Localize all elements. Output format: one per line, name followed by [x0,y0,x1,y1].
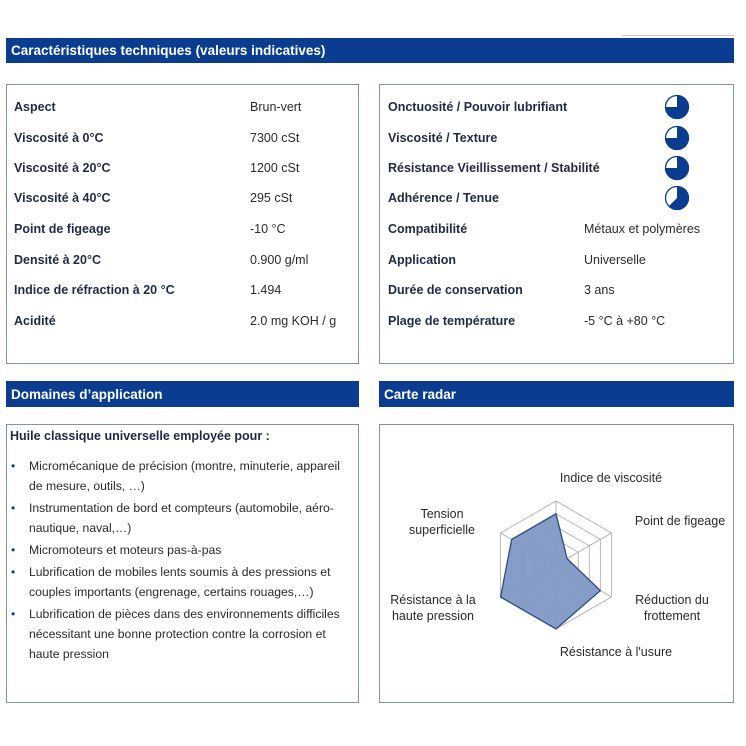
property-value: -5 °C à +80 °C [584,314,666,328]
property-value: 3 ans [584,283,615,297]
property-value: 295 cSt [250,191,293,205]
property-label: Indice de réfraction à 20 °C [14,283,175,297]
property-label: Compatibilité [388,222,468,236]
property-label: Viscosité à 0°C [14,131,104,145]
section-header-tech [6,38,734,63]
property-label: Application [388,253,457,267]
radar-axis-label: Résistance à la haute pression [390,593,476,623]
list-item [10,498,350,538]
radar-axis-label: Tension superficielle [408,507,475,537]
list-item-text: Instrumentation de bord et compteurs (automobile, aéro-nautique, naval,…) [29,501,334,535]
rating-pie-icon [664,94,690,120]
list-item [10,562,350,602]
property-value: 1.494 [250,283,282,297]
property-label: Viscosité à 40°C [14,191,111,205]
bullet-icon: • [11,565,16,579]
bullet-icon: • [11,459,16,473]
bullet-icon: • [11,607,16,621]
property-value: -10 °C [250,222,286,236]
rating-label: Résistance Vieillissement / Stabilité [388,161,600,175]
property-label: Acidité [14,314,56,328]
list-item-text: Lubrification de pièces dans des environnements difficiles nécessitant une bonne protection contre la corrosion et haute pression [29,607,340,661]
list-item [10,604,350,664]
property-value: 1200 cSt [250,161,300,175]
top-rule [622,35,734,36]
rating-label: Viscosité / Texture [388,131,498,145]
list-item-text: Micromoteurs et moteurs pas-à-pas [29,543,222,557]
rating-pie-icon [664,155,690,181]
section-title-domaines: Domaines d’application [11,386,163,402]
rating-pie-icon [664,125,690,151]
property-value: Brun-vert [250,100,302,114]
radar-axis-label: Point de figeage [634,514,726,528]
property-label: Densité à 20°C [14,253,101,267]
rating-label: Adhérence / Tenue [388,191,499,205]
property-label: Viscosité à 20°C [14,161,111,175]
bullet-icon: • [11,543,16,557]
radar-axis-label: Indice de viscosité [559,471,663,485]
property-value: 2.0 mg KOH / g [250,314,337,328]
property-value: 0.900 g/ml [250,253,309,267]
property-label: Durée de conservation [388,283,523,297]
property-value: Universelle [584,253,646,267]
property-value: Métaux et polymères [584,222,701,236]
list-item [10,456,350,496]
list-item-text: Micromécanique de précision (montre, minuterie, appareil de mesure, outils, …) [29,459,340,493]
property-label: Aspect [14,100,56,114]
property-value: 7300 cSt [250,131,300,145]
domaines-intro: Huile classique universelle employée pour : [10,429,270,443]
property-label: Point de figeage [14,222,111,236]
radar-axis-label: Réduction du frottement [635,593,709,623]
domaines-list [10,456,350,666]
radar-axis-label: Résistance à l'usure [559,645,673,659]
rating-pie-icon [664,185,690,211]
radar-panel [379,424,734,703]
section-title-radar: Carte radar [384,386,457,402]
property-label: Plage de température [388,314,516,328]
rating-label: Onctuosité / Pouvoir lubrifiant [388,100,568,114]
section-header-domaines [6,381,359,407]
bullet-icon: • [11,501,16,515]
list-item [10,540,350,560]
section-title-tech: Caractéristiques techniques (valeurs indicatives) [11,43,326,58]
list-item-text: Lubrification de mobiles lents soumis à des pressions et couples importants (engrenage, certains rouages,…) [29,565,331,599]
section-header-radar [379,381,734,407]
